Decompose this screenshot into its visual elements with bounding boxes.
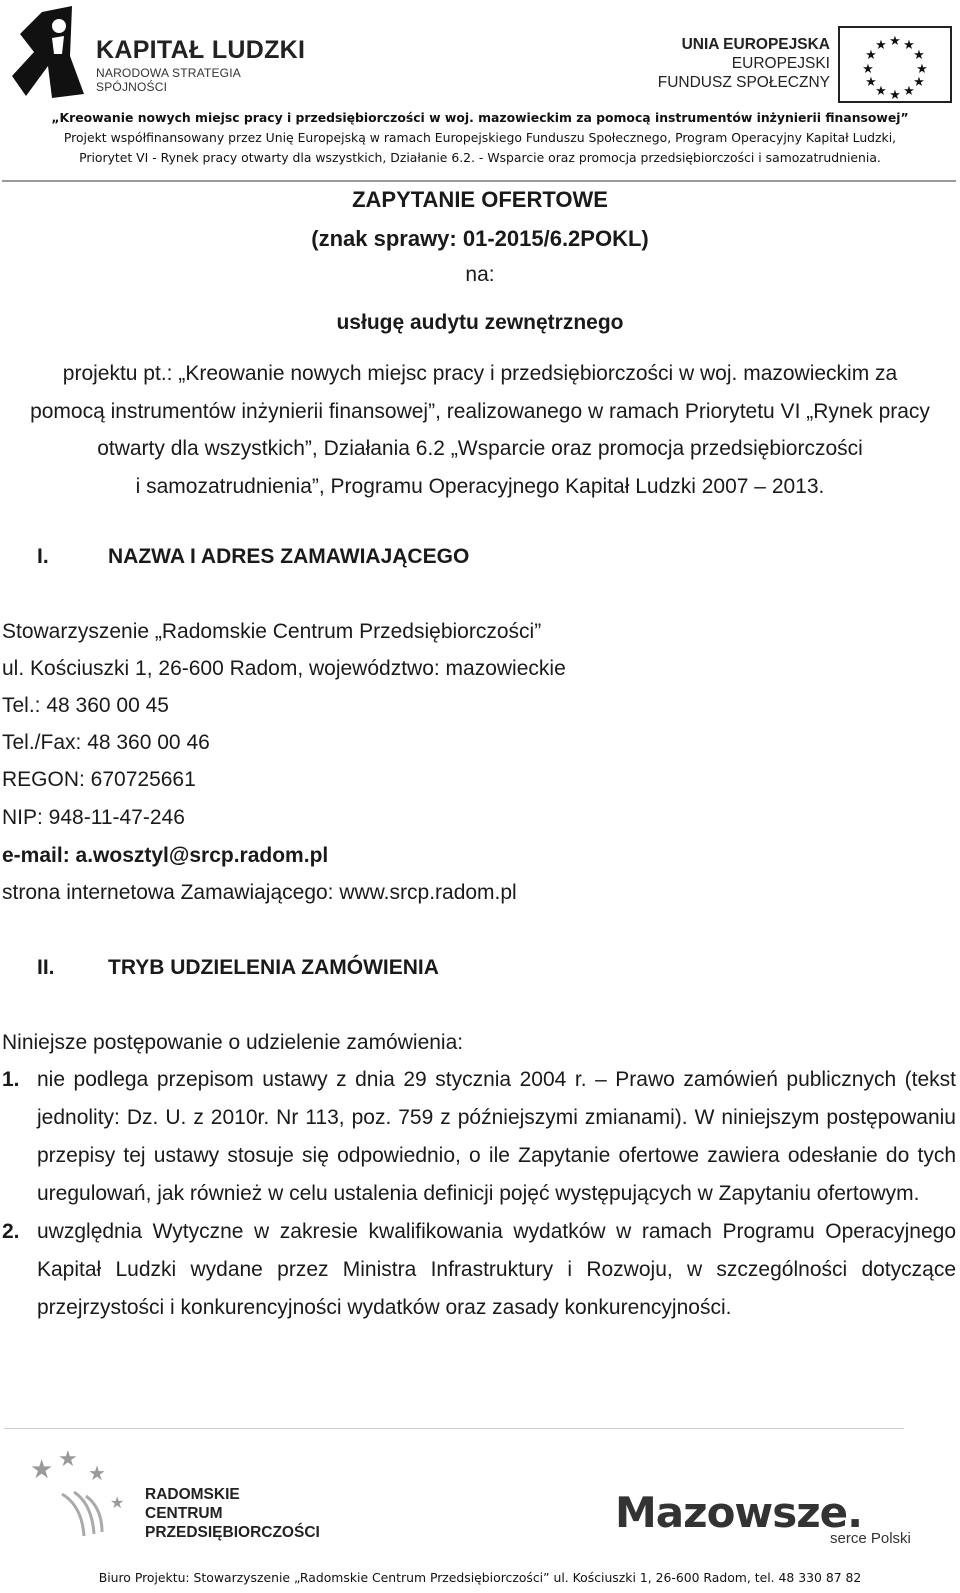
project-office-address: Biuro Projektu: Stowarzyszenie „Radomskie Centrum Przedsiębiorczości” ul. Kościuszki 1, 26-600 Radom, tel. 48 330 87 82 — [98, 1570, 862, 1585]
section2-number: II. — [37, 956, 55, 979]
section2-title: TRYB UDZIELENIA ZAMÓWIENIA — [108, 956, 439, 979]
rcp-logo-line3: PRZEDSIĘBIORCZOŚCI — [145, 1524, 320, 1541]
eu-flag-icon — [838, 26, 952, 103]
eu-logo-line2: EUROPEJSKI — [731, 55, 830, 72]
intro-line: i samozatrudnienia”, Programu Operacyjnego Kapitał Ludzki 2007 – 2013. — [135, 474, 825, 498]
svg-text:★: ★ — [903, 38, 915, 53]
procedure-list — [2, 1061, 956, 1327]
case-number: (znak sprawy: 01-2015/6.2POKL) — [311, 226, 649, 251]
orderer-name: Stowarzyszenie „Radomskie Centrum Przedsiębiorczości” — [2, 620, 542, 643]
title-on-label: na: — [465, 263, 495, 286]
project-intro — [0, 355, 960, 505]
eu-logo-line3: FUNDUSZ SPOŁECZNY — [657, 74, 830, 91]
svg-text:★: ★ — [862, 62, 874, 77]
svg-text:★: ★ — [875, 38, 887, 53]
svg-text:★: ★ — [913, 48, 925, 63]
orderer-fax: Tel./Fax: 48 360 00 46 — [2, 731, 210, 754]
list-item — [2, 1061, 956, 1213]
document-title: ZAPYTANIE OFERTOWE — [352, 187, 608, 212]
eu-logo-text — [658, 35, 830, 92]
svg-text:★: ★ — [889, 34, 901, 49]
orderer-email: e-mail: a.wosztyl@srcp.radom.pl — [2, 844, 329, 867]
kapital-ludzki-logo-icon — [12, 6, 92, 101]
svg-text:★: ★ — [889, 88, 901, 101]
orderer-address: ul. Kościuszki 1, 26-600 Radom, województwo: mazowieckie — [2, 657, 566, 680]
intro-line: pomocą instrumentów inżynierii finansowej”, realizowanego w ramach Priorytetu VI „Rynek pracy — [30, 399, 930, 423]
orderer-website: strona internetowa Zamawiającego: www.srcp.radom.pl — [2, 881, 517, 904]
kl-logo-subtitle: NARODOWA STRATEGIA SPÓJNOŚCI — [96, 66, 241, 94]
rcp-logo-line2: CENTRUM — [145, 1505, 223, 1522]
mazowsze-logo-icon: Mazowsze. — [615, 1488, 863, 1537]
rcp-stars-logo-icon — [22, 1446, 132, 1546]
eu-logo-line1: UNIA EUROPEJSKA — [681, 36, 830, 53]
svg-text:★: ★ — [865, 75, 877, 90]
project-header — [0, 108, 960, 168]
list-item-text: uwzględnia Wytyczne w zakresie kwalifikowania wydatków w ramach Programu Operacyjnego Kapitał Ludzki wydane przez Ministra Infrastruktury i Rozwoju, w szczególności dotyczące przejrzystości i konkurencyjności wydatków oraz zasady konkurencyjności. — [37, 1220, 956, 1319]
section1-number: I. — [37, 545, 49, 568]
project-funding-line: Projekt współfinansowany przez Unię Europejską w ramach Europejskiego Funduszu Społecznego, Program Operacyjny Kapitał Ludzki, — [63, 130, 897, 145]
svg-text:★: ★ — [903, 84, 915, 99]
list-item-text: nie podlega przepisom ustawy z dnia 29 stycznia 2004 r. – Prawo zamówień publicznych (tekst jednolity: Dz. U. z 2010r. Nr 113, poz. 759 z późniejszymi zmianami). W niniejszym postępowaniu przepisy tej ustawy stosuje się odpowiednio, o ile Zapytanie ofertowe zawiera odesłanie do tych uregulowań, jak również w celu ustalenia definicji pojęć występujących w Zapytaniu ofertowym. — [37, 1068, 956, 1205]
section1-title: NAZWA I ADRES ZAMAWIAJĄCEGO — [108, 545, 470, 568]
intro-line: projektu pt.: „Kreowanie nowych miejsc pracy i przedsiębiorczości w woj. mazowieckim za — [62, 362, 898, 385]
svg-text:★: ★ — [865, 48, 877, 63]
procedure-lead: Niniejsze postępowanie o udzielenie zamówienia: — [2, 1031, 464, 1054]
mazowsze-tagline: serce Polski — [830, 1530, 911, 1547]
svg-text:★: ★ — [916, 62, 928, 77]
orderer-regon: REGON: 670725661 — [2, 768, 196, 791]
svg-text:★: ★ — [875, 84, 887, 99]
intro-line: otwarty dla wszystkich”, Działania 6.2 „Wsparcie oraz promocja przedsiębiorczości — [97, 437, 863, 460]
footer-divider — [4, 1428, 904, 1429]
kl-logo-title: KAPITAŁ LUDZKI — [96, 36, 306, 64]
order-subject: usługę audytu zewnętrznego — [336, 311, 624, 334]
orderer-nip: NIP: 948-11-47-246 — [2, 806, 185, 829]
rcp-logo-line1: RADOMSKIE — [145, 1486, 240, 1503]
kapital-ludzki-logo — [12, 6, 312, 101]
orderer-phone: Tel.: 48 360 00 45 — [2, 694, 169, 717]
list-item — [2, 1213, 956, 1327]
list-item-number: 2. — [2, 1220, 20, 1243]
rcp-logo-text — [145, 1485, 320, 1542]
svg-text:★: ★ — [58, 1447, 78, 1472]
svg-text:★: ★ — [88, 1461, 106, 1485]
svg-text:★: ★ — [913, 75, 925, 90]
svg-text:★: ★ — [110, 1493, 125, 1512]
list-item-number: 1. — [2, 1068, 20, 1091]
svg-text:★: ★ — [30, 1455, 54, 1485]
project-title-line: „Kreowanie nowych miejsc pracy i przedsiębiorczości w woj. mazowieckim za pomocą instrumentów inżynierii finansowej” — [51, 110, 909, 125]
project-priority-line: Priorytet VI - Rynek pracy otwarty dla wszystkich, Działanie 6.2. - Wsparcie oraz promocja przedsiębiorczości i samozatrudnienia. — [79, 150, 881, 165]
header-divider — [2, 180, 956, 182]
